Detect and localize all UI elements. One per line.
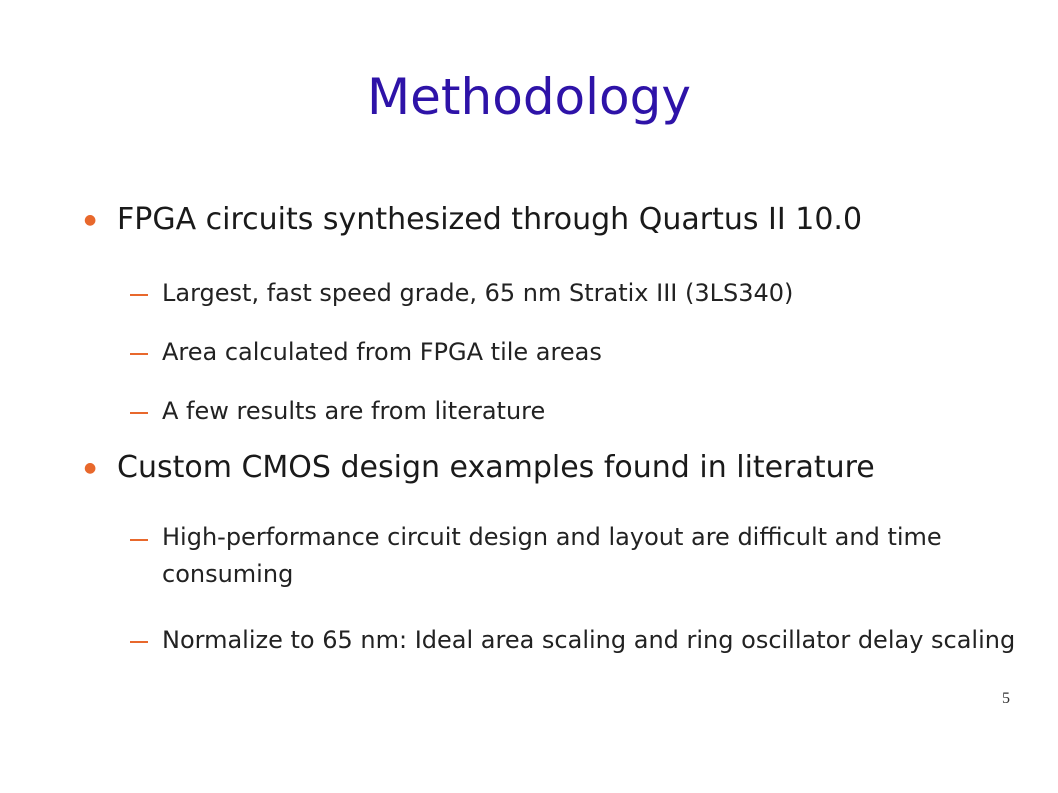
sub-bullet-item: Area calculated from FPGA tile areas [162, 338, 602, 366]
bullet-item: Custom CMOS design examples found in literature [117, 450, 875, 485]
sub-bullet-item: High-performance circuit design and layout are difficult and time consuming [162, 523, 942, 588]
sub-bullet-marker [130, 353, 148, 355]
sub-bullet-item: A few results are from literature [162, 397, 546, 425]
bullet-item: FPGA circuits synthesized through Quartus II 10.0 [117, 202, 863, 237]
sub-bullet-marker [130, 294, 148, 296]
bullet-marker: ● [84, 460, 97, 476]
bullet-marker: ● [84, 212, 97, 228]
sub-bullet-marker [130, 539, 148, 541]
sub-bullet-item: Largest, fast speed grade, 65 nm Stratix III (3LS340) [162, 279, 794, 307]
page-number: 5 [1002, 690, 1010, 707]
slide-title: Methodology [367, 68, 691, 126]
sub-bullet-marker [130, 412, 148, 414]
sub-bullet-item: Normalize to 65 nm: Ideal area scaling and ring oscillator delay scaling [162, 626, 1016, 654]
sub-bullet-marker [130, 641, 148, 643]
